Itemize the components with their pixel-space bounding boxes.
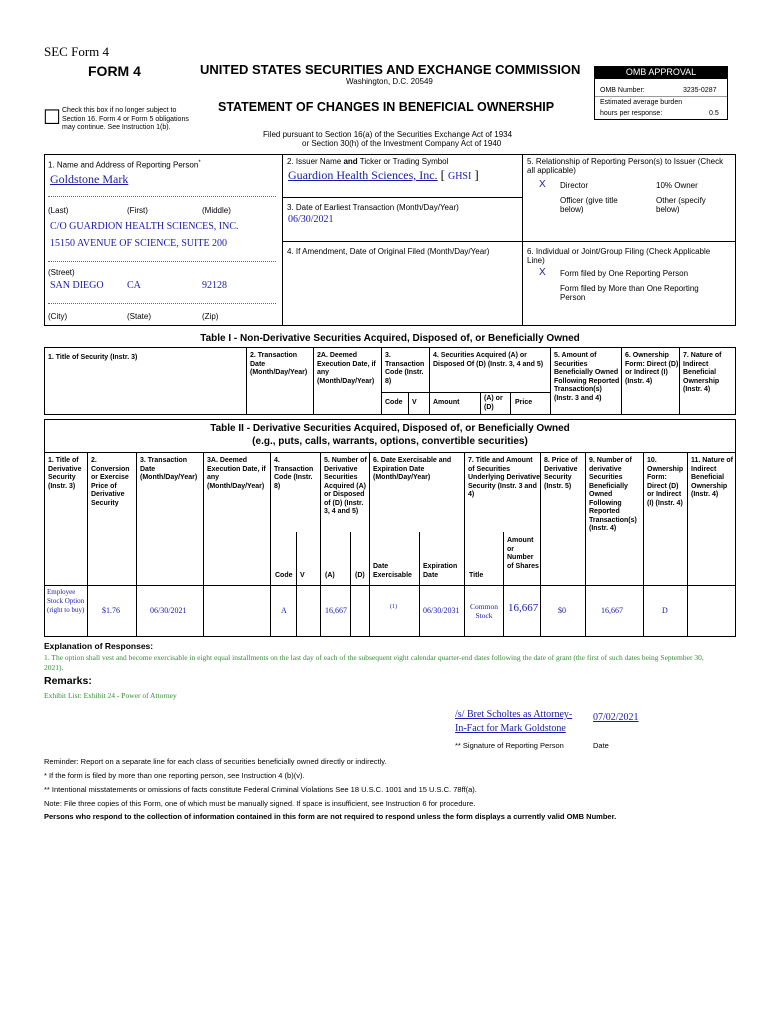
t1-col4-header: 4. Securities Acquired (A) or Disposed Of (D) (Instr. 3, 4 and 5): [433, 352, 544, 368]
table1-title: Table I - Non-Derivative Securities Acquired, Disposed of, or Beneficially Owned: [200, 333, 580, 344]
t2-v-header: V: [300, 572, 305, 579]
checkbox-icon[interactable]: ☐: [43, 107, 61, 129]
sec-form-label: SEC Form 4: [44, 44, 110, 59]
t2-col9-header: 9. Number of derivative Securities Beneficially Owned Following Reported Transaction(s) (Instr. 4): [589, 457, 637, 532]
form-title: FORM 4: [88, 63, 141, 79]
reminder-text: Reminder: Report on a separate line for each class of securities beneficially owned directly or indirectly.: [44, 757, 387, 766]
t2-row-date: 06/30/2021: [150, 606, 187, 615]
officer-label: Officer (give title below): [560, 196, 618, 214]
omb-title: OMB APPROVAL: [625, 67, 697, 77]
t2-col2-header: 2. Conversion or Exercise Price of Derivative Security: [91, 457, 130, 507]
note-1: * If the form is filed by more than one reporting person, see Instruction 4 (b)(v).: [44, 771, 305, 780]
omb-hours-value: 0.5: [709, 110, 719, 117]
t2-col7-header: 7. Title and Amount of Securities Underlying Derivative Security (Instr. 3 and 4): [468, 457, 540, 498]
t1-col1-header: 1. Title of Security (Instr. 3): [48, 354, 138, 361]
t1-col3-header: 3. Transaction Code (Instr. 8): [385, 352, 425, 385]
t2-row-form: D: [662, 606, 668, 615]
t2-row-price: $1.76: [102, 606, 120, 615]
t2-row-deriv-price: $0: [558, 606, 566, 615]
filed-line-2: or Section 30(h) of the Investment Company Act of 1940: [302, 139, 502, 148]
t1-col6-header: 6. Ownership Form: Direct (D) or Indirect (I) (Instr. 4): [625, 352, 679, 385]
middle-label: (Middle): [202, 206, 231, 215]
director-check-mark[interactable]: X: [539, 179, 546, 190]
t2-row-underlying-amount: 16,667: [508, 602, 539, 614]
t2-a-header: (A): [325, 572, 335, 579]
note-4: Persons who respond to the collection of information contained in this form are not required to respond unless the form displays a currently valid OMB Number.: [44, 812, 617, 821]
signature-line-2: In-Fact for Mark Goldstone: [455, 723, 566, 734]
t1-col2-header: 2. Transaction Date (Month/Day/Year): [250, 352, 308, 376]
zip-value: 92128: [202, 280, 227, 291]
address-line-1: C/O GUARDION HEALTH SCIENCES, INC.: [50, 221, 239, 232]
statement-title: STATEMENT OF CHANGES IN BENEFICIAL OWNERSHIP: [218, 100, 555, 114]
filed-line-1: Filed pursuant to Section 16(a) of the Securities Exchange Act of 1934: [263, 130, 513, 139]
note-3: Note: File three copies of this Form, one of which must be manually signed. If space is insufficient, see Instruction 6 for procedure.: [44, 799, 476, 808]
section1-label: 1. Name and Address of Reporting Person*: [48, 160, 201, 170]
signature-line-1: /s/ Bret Scholtes as Attorney-: [455, 709, 573, 720]
t2-row-security: Employee Stock Option (right to buy): [47, 588, 85, 614]
one-person-label: Form filed by One Reporting Person: [560, 269, 689, 278]
t2-amount-shares-header: Amount or Number of Shares: [507, 537, 539, 570]
signature-label: ** Signature of Reporting Person: [455, 741, 564, 750]
t2-col4-header: 4. Transaction Code (Instr. 8): [274, 457, 314, 490]
omb-burden-label: Estimated average burden: [600, 99, 683, 106]
checkbox-instruction: Check this box if no longer subject to Section 16. Form 4 or Form 5 obligations may continue. See Instruction 1(b).: [62, 107, 189, 131]
issuer-row: Guardion Health Sciences, Inc. [ GHSI ]: [288, 167, 479, 182]
street-label: (Street): [48, 268, 75, 277]
exhibit-list: Exhibit List: Exhibit 24 - Power of Attorney: [44, 691, 177, 700]
t2-col10-header: 10. Ownership Form: Direct (D) or Indirect (I) (Instr. 4): [647, 457, 684, 507]
commission-title: UNITED STATES SECURITIES AND EXCHANGE COMMISSION: [200, 62, 581, 77]
omb-number-label: OMB Number:: [600, 87, 645, 94]
omb-number-value: 3235-0287: [683, 87, 717, 94]
t2-row-owned: 16,667: [601, 606, 623, 615]
t1-col5-header: 5. Amount of Securities Beneficially Owned Following Reported Transaction(s) (Instr. 3 and 4): [554, 352, 620, 402]
city-value: SAN DIEGO: [50, 280, 104, 291]
t1-col7-header: 7. Nature of Indirect Beneficial Ownership (Instr. 4): [683, 352, 722, 393]
ten-pct-owner-label: 10% Owner: [656, 181, 698, 190]
t2-row-code: A: [281, 606, 287, 615]
more-persons-label: Form filed by More than One Reporting Person: [560, 284, 699, 302]
section5-label: 5. Relationship of Reporting Person(s) to Issuer (Check all applicable): [527, 157, 724, 175]
t2-row-expiration: 06/30/2031: [423, 606, 460, 615]
t1-price-header: Price: [515, 399, 533, 406]
earliest-transaction-date: 06/30/2021: [288, 214, 334, 225]
t2-row-date-exercisable[interactable]: (1): [390, 604, 397, 610]
t2-col6-header: 6. Date Exercisable and Expiration Date (Month/Day/Year): [373, 457, 452, 481]
t2-col5-header: 5. Number of Derivative Securities Acquired (A) or Disposed of (D) (Instr. 3, 4 and 5): [324, 457, 367, 515]
t1-amount-header: Amount: [433, 399, 460, 406]
t1-v-header: V: [412, 399, 417, 406]
section4-label: 4. If Amendment, Date of Original Filed (Month/Day/Year): [287, 247, 490, 256]
one-person-check-mark[interactable]: X: [539, 267, 546, 278]
t2-col1-header: 1. Title of Derivative Security (Instr. 3): [48, 457, 82, 490]
t2-title-header: Title: [469, 572, 484, 579]
section2-label: 2. Issuer Name and Ticker or Trading Symbol: [287, 157, 449, 166]
signature-date: 07/02/2021: [593, 712, 639, 723]
t2-row-underlying-title: Common Stock: [470, 602, 498, 620]
t1-aord-header: (A) or (D): [484, 395, 503, 411]
reporting-person-name[interactable]: Goldstone Mark: [50, 172, 129, 186]
explanation-heading: Explanation of Responses:: [44, 641, 154, 651]
section6-label: 6. Individual or Joint/Group Filing (Check Applicable Line): [527, 247, 711, 265]
last-label: (Last): [48, 206, 69, 215]
city-label: (City): [48, 312, 68, 321]
table2-title-line2: (e.g., puts, calls, warrants, options, convertible securities): [252, 436, 528, 447]
t2-col11-header: 11. Nature of Indirect Beneficial Ownership (Instr. 4): [691, 457, 734, 498]
t2-code-header: Code: [275, 572, 293, 579]
t2-row-amount: 16,667: [325, 606, 347, 615]
omb-hours-label: hours per response:: [600, 110, 663, 117]
state-label: (State): [127, 312, 152, 321]
first-label: (First): [127, 206, 148, 215]
zip-label: (Zip): [202, 312, 219, 321]
date-label: Date: [593, 741, 609, 750]
other-label: Other (specify below): [656, 196, 706, 214]
t2-date-exercisable-header: Date Exercisable: [373, 563, 412, 579]
table2-title-line1: Table II - Derivative Securities Acquired, Disposed of, or Beneficially Owned: [210, 423, 570, 434]
t2-d-header: (D): [355, 572, 365, 579]
address-line-2: 15150 AVENUE OF SCIENCE, SUITE 200: [50, 238, 228, 249]
note-2: ** Intentional misstatements or omissions of facts constitute Federal Criminal Violations See 18 U.S.C. 1001 and 15 U.S.C. 78ff(a).: [44, 785, 477, 794]
t2-expiration-header: Expiration Date: [423, 563, 458, 579]
t2-col3-header: 3. Transaction Date (Month/Day/Year): [140, 457, 198, 481]
commission-location: Washington, D.C. 20549: [346, 77, 433, 86]
state-value: CA: [127, 280, 141, 291]
remarks-heading: Remarks:: [44, 675, 92, 687]
issuer-name[interactable]: Guardion Health Sciences, Inc.: [288, 168, 438, 182]
section3-label: 3. Date of Earliest Transaction (Month/Day/Year): [287, 203, 459, 212]
t1-code-header: Code: [385, 399, 403, 406]
ticker-symbol: GHSI: [447, 171, 472, 182]
director-label: Director: [560, 181, 589, 190]
t2-col3a-header: 3A. Deemed Execution Date, if any (Month/Day/Year): [207, 457, 266, 490]
t2-col8-header: 8. Price of Derivative Security (Instr. 5): [544, 457, 578, 490]
explanation-1: 1. The option shall vest and become exercisable in eight equal installments on the last day of each of the subsequent eight calendar quarter-end dates following the date of grant (the first of such dates being September 30, 2021).: [44, 653, 704, 672]
t1-col2a-header: 2A. Deemed Execution Date, if any (Month/Day/Year): [317, 352, 376, 385]
